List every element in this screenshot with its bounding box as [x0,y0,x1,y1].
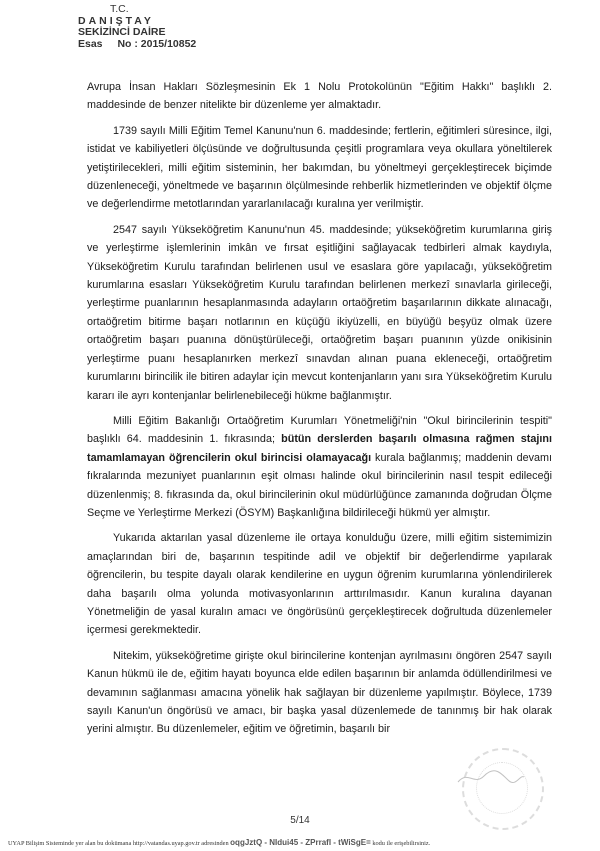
document-body [87,78,552,746]
page-number: 5/14 [290,815,310,826]
footer [8,838,594,847]
paragraph-5: Yukarıda aktarılan yasal düzenleme ile ortaya konulduğu üzere, milli eğitim sistemimizin amaçlarından biri de, başarının tespitinde adil ve objektif bir değerlendirme yapılarak öğrencilerin, bu tespite dayalı olarak kendilerine en uygun öğrenim kurumlarına yönlendirilerek daha başarılı olma yolunda motivasyonlarının arttırılmasıdır. Kanun kuralına dayanan Yönetmeliğin de yasal kuralın amacı ve öngörüsünü gerçekleştirecek doğrultuda düzenlemeler içermesi gerekmektedir. [87,532,552,637]
case-label: Esas [78,37,103,50]
signature-mark [456,768,526,788]
paragraph-1: Avrupa İnsan Hakları Sözleşmesinin Ek 1 Nolu Protokolünün "Eğitim Hakkı" başlıklı 2. maddesinde de benzer nitelikte bir düzenleme yer almaktadır. [87,81,552,112]
case-no: : 2015/10852 [134,37,197,50]
header-case-number [78,39,196,51]
footer-tail: kodu ile erişebilirsiniz. [372,840,431,847]
paragraph-3: 2547 sayılı Yükseköğretim Kanunu'nun 45. maddesinde; yükseköğretim kurumlarına giriş ve yerleştirme işlemlerinin imkân ve fırsat eşitliğini sağlayacak tedbirleri almak kaydıyla, Yükseköğretim Kurulu tarafından belirlenen usul ve esaslara göre yapılacağı, yükseköğretim kurumlarına esasları Yükseköğretim Kurulu tarafından belirlenen merkezî sınavlarla girileceği, yerleştirme puanlarının hesaplanmasında adayların ortaöğretim başarılarının dikkate alınacağı, ortaöğretim bitirme başarı notlarının en küçüğü ikiyüzelli, en büyüğü beşyüz olmak üzere ortaöğretim başarı puanına dönüştürüleceği, ortaöğretim başarı puanının yüzde onikisinin yerleştirme puanı hesaplanırken merkezî sınavdan alınan puana ekleneceği, ortaöğretim kurumlarını birincilik ile bitiren adaylar için mevcut kontenjanların yanı sıra Yükseköğretim Kurulu kararı ile ayrı kontenjanlar belirlenebileceği hükme bağlanmıştır. [87,223,552,402]
header-tc: T.C. [110,3,129,15]
paragraph-4-text-a: Milli Eğitim Bakanlığı Ortaöğretim Kurumları Yönetmeliği'nin "Okul birincilerinin tespiti" başlıklı 64. maddesinin 1. fıkrasında; [87,414,552,446]
case-sep: No [117,37,132,50]
header-chamber: SEKİZİNCİ DAİRE [78,26,166,38]
header-court: DANIŞTAY [78,14,154,27]
footer-access-code: oqgJztQ - NIdui45 - ZPrrafI - tWiSgE= [230,838,371,847]
footer-text: UYAP Bilişim Sisteminde yer alan bu dokümana http://vatandas.uyap.gov.tr adresinden [8,840,229,847]
paragraph-4-text-b: kurala bağlanmış; maddenin devamı fıkralarında mezuniyet puanlarının eşit olması halinde okul birincilerinin nasıl tespit edileceği düzenlenmiş; 8. fıkrasında da, okul birincilerinin okul müdürlüğünce zamanında doğrudan Ölçme Seçme ve Yerleştirme Merkezi (ÖSYM) Başkanlığına bildirileceği hükmü yer almıştır. [87,451,552,519]
paragraph-4 [87,412,552,522]
paragraph-2: 1739 sayılı Milli Eğitim Temel Kanunu'nun 6. maddesinde; fertlerin, eğitimleri süresince, ilgi, istidat ve kabiliyetleri ölçüsünde ve doğrultusunda çeşitli programlara veya okullara yöneltilerek yetiştirilecekleri, milli eğitim sisteminin, her bakımdan, bu yöneltmeyi gerçekleştirecek biçimde düzenleneceği, yöneltmede ve başarının ölçülmesinde rehberlik hizmetlerinden ve objektif ölçme ve değerlendirme metotlarından yararlanılacağı kuralına yer verilmiştir. [87,124,552,211]
paragraph-4-bold: bütün derslerden başarılı olmasına rağmen stajını tamamlamayan öğrencilerin okul birincisi olamayacağı [87,433,552,464]
paragraph-6: Nitekim, yükseköğretime girişte okul birincilerine kontenjan ayrılmasını öngören 2547 sayılı Kanun hükmü ile de, eğitim hayatı boyunca elde edilen başarının bir anlamda ödüllendirilmesi ve devamının sağlanması amacına yönelik hak sağlayan bir düzenleme yapılmıştır. Böylece, 1739 sayılı Kanun'un öngörüsü ve amacı, bir başka yasal düzenlemede de tanınmış bir hak olarak yerini almıştır. Bu düzenlemeler, eğitim ve öğretimin, başarılı bir [87,649,552,736]
document-header [78,4,196,50]
